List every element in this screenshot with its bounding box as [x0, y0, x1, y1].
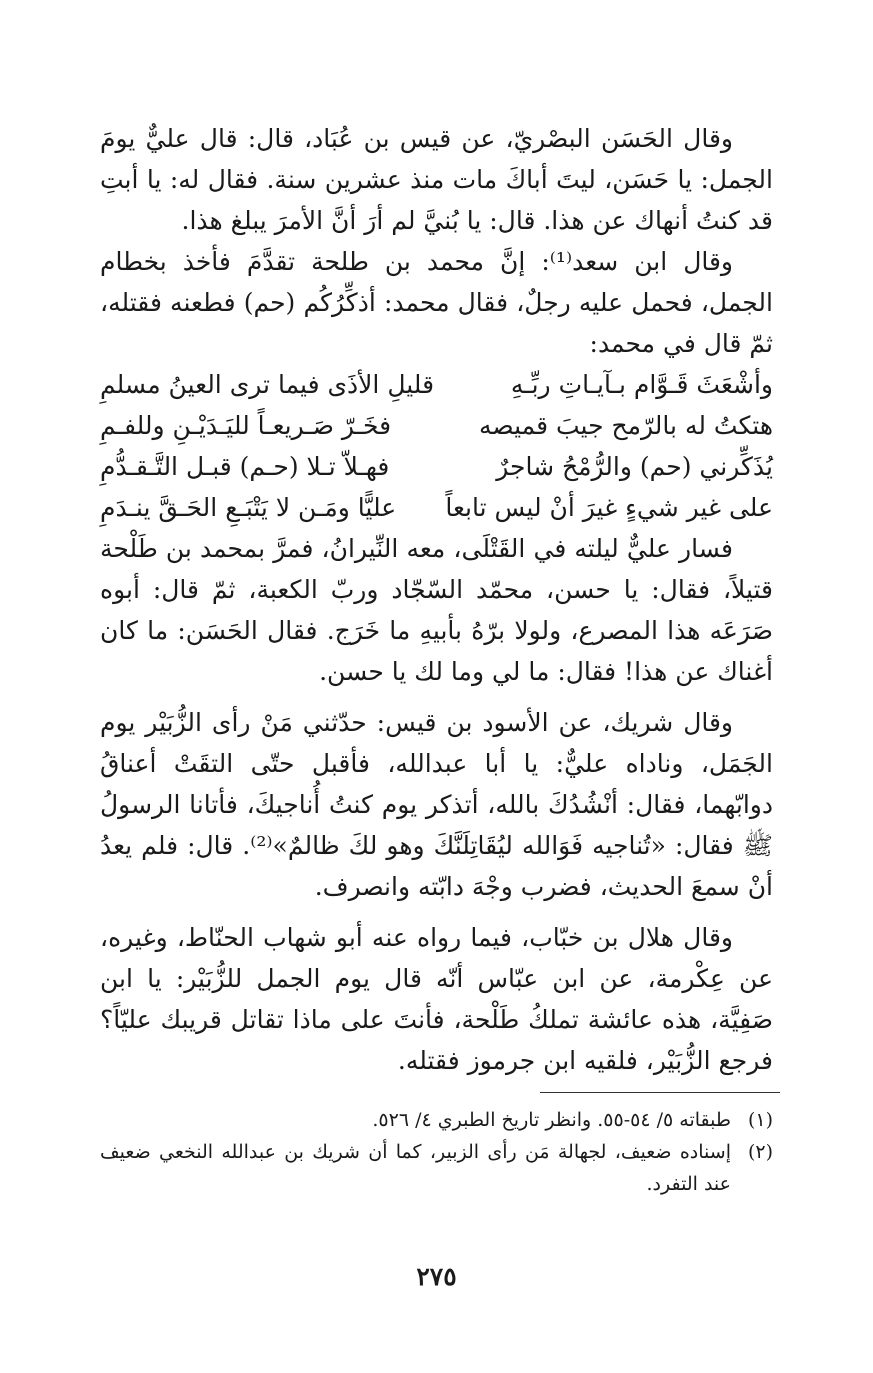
verse-second-hemistich: قليلِ الأذَى فيما ترى العينُ مسلمِ — [100, 370, 435, 399]
paragraph: فسار عليٌّ ليلته في القَتْلَى، معه النِّيرانُ، فمرَّ بمحمد بن طَلْحة قتيلاً، فقال: يا حسن، محمّد السّجّاد وربّ الكعبة، ثمّ قال: أبوه صَرَعَه هذا المصرع، ولولا برّهُ بأبيهِ ما خَرَج. فقال الحَسَن: ما كان أغناك عن هذا! فقال: ما لي وما لك يا حسن. — [100, 534, 773, 686]
footnotes — [100, 1104, 773, 1200]
paragraph: وقال هلال بن خبّاب، فيما رواه عنه أبو شهاب الحنّاط، وغيره، عن عِكْرمة، عن ابن عبّاس أنّه قال يوم الجمل للزُّبَيْر: يا ابن صَفِيَّة، هذه عائشة تملكُ طَلْحة، فأنتَ على ماذا تقاتل قريبك عليّاً؟ فرجع الزُّبَيْر، فلقيه ابن جرموز فقتله. — [100, 923, 773, 1075]
paragraph: وقال الحَسَن البصْريّ، عن قيس بن عُبَاد، قال: قال عليٌّ يومَ الجمل: يا حَسَن، ليتَ أباكَ مات منذ عشرين سنة. فقال له: يا أبتِ قد كنتُ أنهاك عن هذا. قال: يا بُنيَّ لم أرَ أنَّ الأمرَ يبلغ هذا. — [100, 124, 773, 235]
verse-first-hemistich: على غير شيءٍ غيرَ أنْ ليس تابعاً — [445, 493, 773, 522]
main-text — [100, 118, 773, 1081]
poem-verse — [100, 446, 773, 487]
verse-second-hemistich: فهـلاّ تـلا (حـم) قبـل التَّـقـدُّمِ — [100, 452, 390, 481]
verse-second-hemistich: فخَـرّ صَـريعـاً لليَـدَيْـنِ وللفـمِ — [100, 411, 392, 440]
footnote-separator — [540, 1092, 780, 1093]
verse-first-hemistich: يُذَكِّرني (حم) والرُّمْحُ شاجرٌ — [496, 452, 773, 481]
page-number: ٢٧٥ — [416, 1262, 457, 1291]
poem-verse — [100, 487, 773, 528]
footnote-number: (١) — [747, 1109, 773, 1131]
verse-first-hemistich: وأشْعَثَ قَـوَّام بـآيـاتِ ربِّـهِ — [510, 370, 773, 399]
verse-first-hemistich: هتكتُ له بالرّمح جيبَ قميصه — [479, 411, 773, 440]
footnote-text: طبقاته ٥/ ٥٤-٥٥. وانظر تاريخ الطبري ٤/ ٥٢٦. — [372, 1109, 731, 1131]
poem-verse — [100, 405, 773, 446]
footnote-text: إسناده ضعيف، لجهالة مَن رأى الزبير، كما أن شريك بن عبدالله النخعي ضعيف عند التفرد. — [100, 1141, 731, 1195]
footnote-number: (٢) — [747, 1141, 773, 1163]
footnote — [100, 1104, 773, 1136]
paragraph: وقال شريك، عن الأسود بن قيس: حدّثني مَنْ رأى الزُّبَيْر يوم الجَمَل، وناداه عليٌّ: يا أبا عبدالله، فأقبل حتّى التقَتْ أعناقُ دوابّهما، فقال: أنْشُدُكَ بالله، أتذكر يوم كنتُ أُناجيكَ، فأتانا الرسولُ ﷺ فقال: «تُناجيه فَوَالله ليُقَاتِلَنَّكَ وهو لكَ ظالمٌ»⁽²⁾. قال: فلم يعدُ أنْ سمعَ الحديث، فضرب وجْهَ دابّته وانصرف. — [100, 708, 774, 901]
verse-second-hemistich: عليًّا ومَـن لا يَتْبَـعِ الحَـقَّ ينـدَمِ — [100, 493, 397, 522]
poem — [100, 364, 773, 528]
poem-verse — [100, 364, 773, 405]
footnote — [100, 1136, 773, 1200]
paragraph: وقال ابن سعد⁽¹⁾: إنَّ محمد بن طلحة تقدَّمَ فأخذ بخطام الجمل، فحمل عليه رجلٌ، فقال محمد: أذكِّرُكُم (حم) فطعنه فقتله، ثمّ قال في محمد: — [100, 247, 773, 358]
